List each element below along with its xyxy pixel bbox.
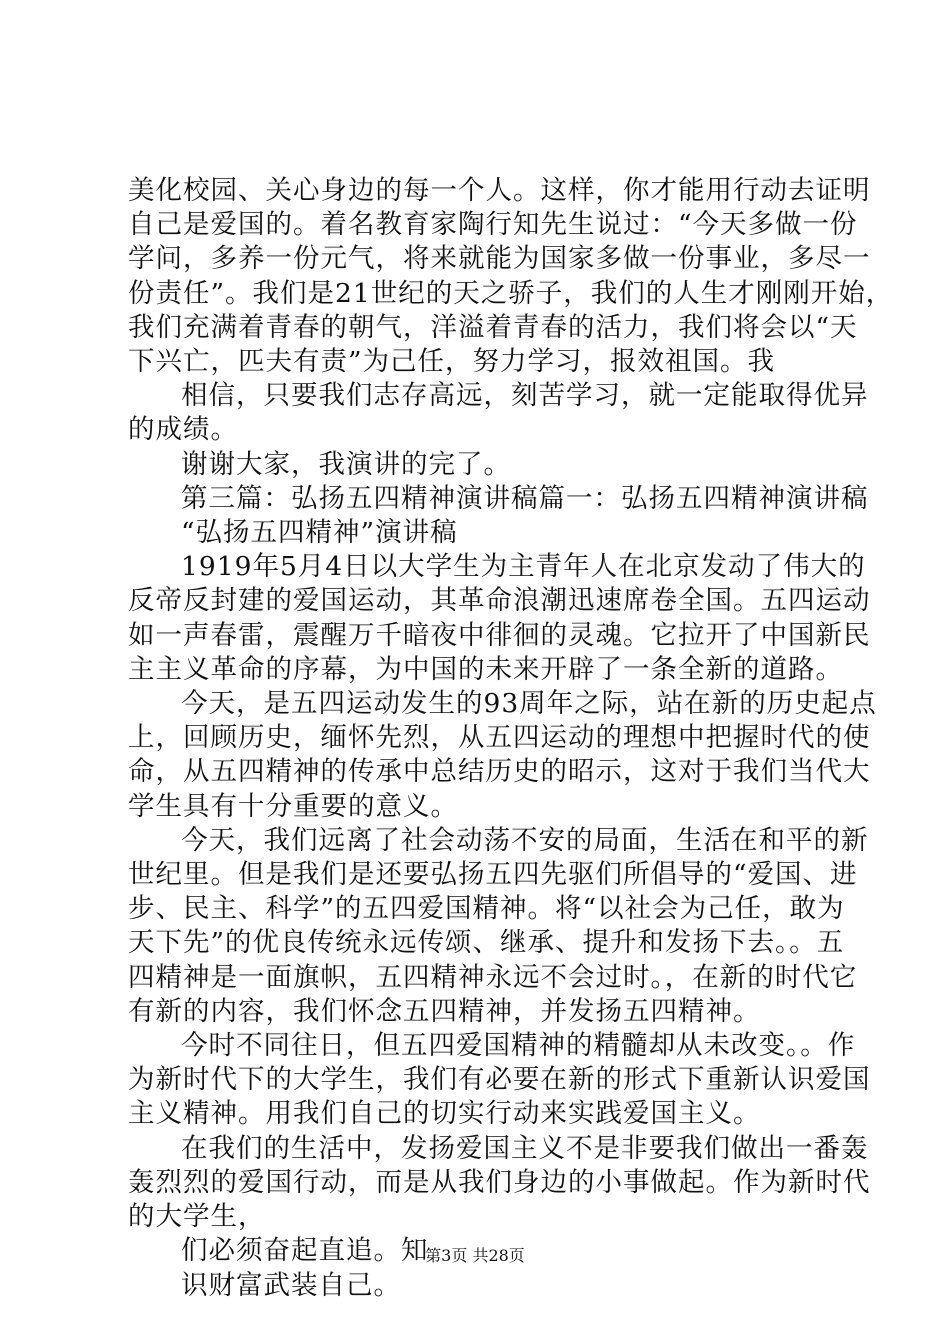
text-line-26: 今时不同往日，但五四爱国精神的精髓却从未改变。。作 (181, 1030, 856, 1062)
text-line-20: 今天，我们远离了社会动荡不安的局面，生活在和平的新 (181, 824, 869, 856)
text-line-3: 学问，多养一份元气，将来就能为国家多做一份事业，多尽一 (128, 243, 871, 275)
text-line-9: 谢谢大家，我演讲的完了。 (181, 448, 511, 480)
speech-title: “弘扬五四精神”演讲稿 (181, 517, 458, 549)
text-line-27: 为新时代下的大学生，我们有必要在新的形式下重新认识爱国 (128, 1064, 871, 1096)
text-line-24: 四精神是一面旗帜，五四精神永远不会过时。，在新的时代它 (128, 961, 858, 993)
text-line-29: 在我们的生活中，发扬爱国主义不是非要我们做出一番轰 (181, 1132, 869, 1164)
body-text (128, 174, 894, 1303)
text-line-23: 天下先”的优良传统永远传颂、继承、提升和发扬下去。。五 (128, 927, 845, 959)
text-line-15: 主主义革命的序幕，为中国的未来开辟了一条全新的道路。 (128, 653, 843, 685)
text-line-1: 美化校园、关心身边的每一个人。这样，你才能用行动去证明 (128, 175, 871, 206)
text-line-32: 们必须奋起直追。知 (181, 1235, 429, 1267)
text-line-25: 有新的内容，我们怀念五四精神，并发扬五四精神。 (128, 995, 761, 1027)
section-heading: 第三篇：弘扬五四精神演讲稿篇一：弘扬五四精神演讲稿 (181, 482, 869, 514)
text-line-2: 自己是爱国的。着名教育家陶行知先生说过：“今天多做一份 (128, 209, 858, 241)
text-line-14: 如一声春雷，震醒万千暗夜中徘徊的灵魂。它拉开了中国新民 (128, 619, 871, 651)
text-line-5: 我们充满着青春的朝气，洋溢着青春的活力，我们将会以“天 (128, 311, 858, 343)
page-number-footer: 第3页 共28页 (425, 1246, 525, 1265)
text-line-18: 命，从五四精神的传承中总结历史的昭示，这对于我们当代大 (128, 756, 871, 788)
text-line-30: 轰烈烈的爱国行动，而是从我们身边的小事做起。作为新时代 (128, 1166, 871, 1198)
text-line-8: 的成绩。 (128, 414, 238, 446)
text-line-31: 的大学生， (128, 1201, 266, 1233)
text-line-33: 识财富武装自己。 (181, 1269, 401, 1301)
text-line-7: 相信，只要我们志存高远，刻苦学习，就一定能取得优异 (181, 380, 869, 412)
text-line-17: 上，回顾历史，缅怀先烈，从五四运动的理想中把握时代的使 (128, 722, 871, 754)
text-line-19: 学生具有十分重要的意义。 (128, 790, 458, 822)
text-line-28: 主义精神。用我们自己的切实行动来实践爱国主义。 (128, 1098, 761, 1130)
text-line-13: 反帝反封建的爱国运动，其革命浪潮迅速席卷全国。五四运动 (128, 585, 871, 617)
text-line-12: 1919年5月4日以大学生为主青年人在北京发动了伟大的 (181, 551, 866, 583)
text-line-22: 步、民主、科学”的五四爱国精神。将“以社会为己任，敢为 (128, 893, 845, 925)
text-line-4: 份责任”。我们是21世纪的天之骄子，我们的人生才刚刚开始， (128, 277, 894, 309)
text-line-21: 世纪里。但是我们是还要弘扬五四先驱们所倡导的“爱国、进 (128, 859, 858, 891)
text-line-16: 今天，是五四运动发生的93周年之际，站在新的历史起点 (181, 688, 877, 720)
text-line-6: 下兴亡，匹夫有责”为己任，努力学习，报效祖国。我 (128, 346, 776, 378)
